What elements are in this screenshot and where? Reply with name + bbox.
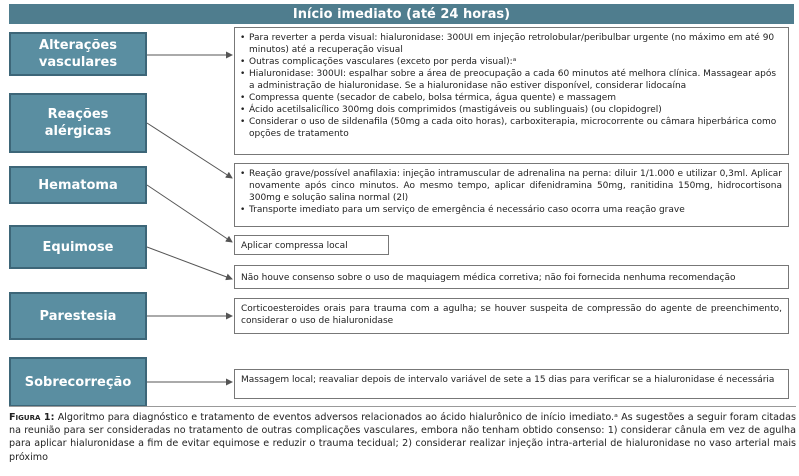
category-parestesia: Parestesia bbox=[9, 292, 147, 340]
category-reacoes-alergicas: Reações alérgicas bbox=[9, 93, 147, 153]
caption-label: Figura 1: bbox=[9, 412, 55, 423]
list-item: • Outras complicações vasculares (exceto por perda visual):ᵃ bbox=[249, 56, 782, 68]
parestesia-treatment-text: Corticoesteroides orais para trauma com a agulha; se houver suspeita de compressão do agente de preenchimento, considerar o uso de hialuronidase bbox=[241, 304, 782, 326]
arrow-allergic bbox=[147, 123, 232, 178]
category-alteracoes-vasculares: Alterações vasculares bbox=[9, 32, 147, 76]
hematoma-treatment-text: Aplicar compressa local bbox=[241, 241, 348, 251]
list-item: • Compressa quente (secador de cabelo, bolsa térmica, água quente) e massagem bbox=[249, 92, 782, 104]
category-sobrecorrecao: Sobrecorreção bbox=[9, 357, 147, 407]
arrow-equimose bbox=[147, 247, 232, 279]
figure-caption bbox=[9, 406, 796, 464]
category-hematoma: Hematoma bbox=[9, 166, 147, 204]
equimose-treatment-text: Não houve consenso sobre o uso de maquiagem médica corretiva; não foi fornecida nenhuma recomendação bbox=[241, 273, 736, 283]
list-item: • Hialuronidase: 300UI: espalhar sobre a área de preocupação a cada 60 minutos até melhora clínica. Massagear após a administração de hialuronidase. Se a hialuronidase não estiver disponível, considerar lidocaína bbox=[249, 68, 782, 92]
caption-text: Algoritmo para diagnóstico e tratamento de eventos adversos relacionados ao ácido hialurônico de início imediato.ᵃ As sugestões a seguir foram citadas na reunião para ser consideradas no tratamento de outras complicações vasculares, embora não tenham obtido consenso: 1) considerar cânula em vez de agulha para aplicar hialuronidase a fim de evitar equimose e reduzir o trauma tecidual; 2) considerar realizar injeção intra-arterial de hialuronidase no vaso arterial mais próximo bbox=[9, 412, 797, 463]
category-equimose: Equimose bbox=[9, 225, 147, 269]
sobrecorrecao-treatment-text: Massagem local; reavaliar depois de intervalo variável de sete a 15 dias para verificar se a hialuronidase é necessária bbox=[241, 375, 775, 385]
list-item: • Considerar o uso de sildenafila (50mg a cada oito horas), carboxiterapia, microcorrente ou câmara hiperbárica como opções de tratamento bbox=[249, 116, 782, 140]
list-item: • Ácido acetilsalicílico 300mg dois comprimidos (mastigáveis ou sublinguais) (ou clopidogrel) bbox=[249, 104, 782, 116]
list-item: • Transporte imediato para um serviço de emergência é necessário caso ocorra uma reação grave bbox=[249, 204, 782, 216]
list-item: • Para reverter a perda visual: hialuronidase: 300UI em injeção retrolobular/peribulbar urgente (no máximo em até 90 minutos) até a recuperação visual bbox=[249, 32, 782, 56]
list-item: • Reação grave/possível anafilaxia: injeção intramuscular de adrenalina na perna: diluir 1/1.000 e utilizar 0,3ml. Aplicar novamente após cinco minutos. Ao mesmo tempo, aplicar difenidramina 50mg, ranitidina 150mg, hidrocortisona 300mg e solução salina normal (2l) bbox=[249, 168, 782, 204]
diagram-header: Início imediato (até 24 horas) bbox=[9, 4, 794, 24]
arrow-hematoma bbox=[147, 185, 232, 242]
